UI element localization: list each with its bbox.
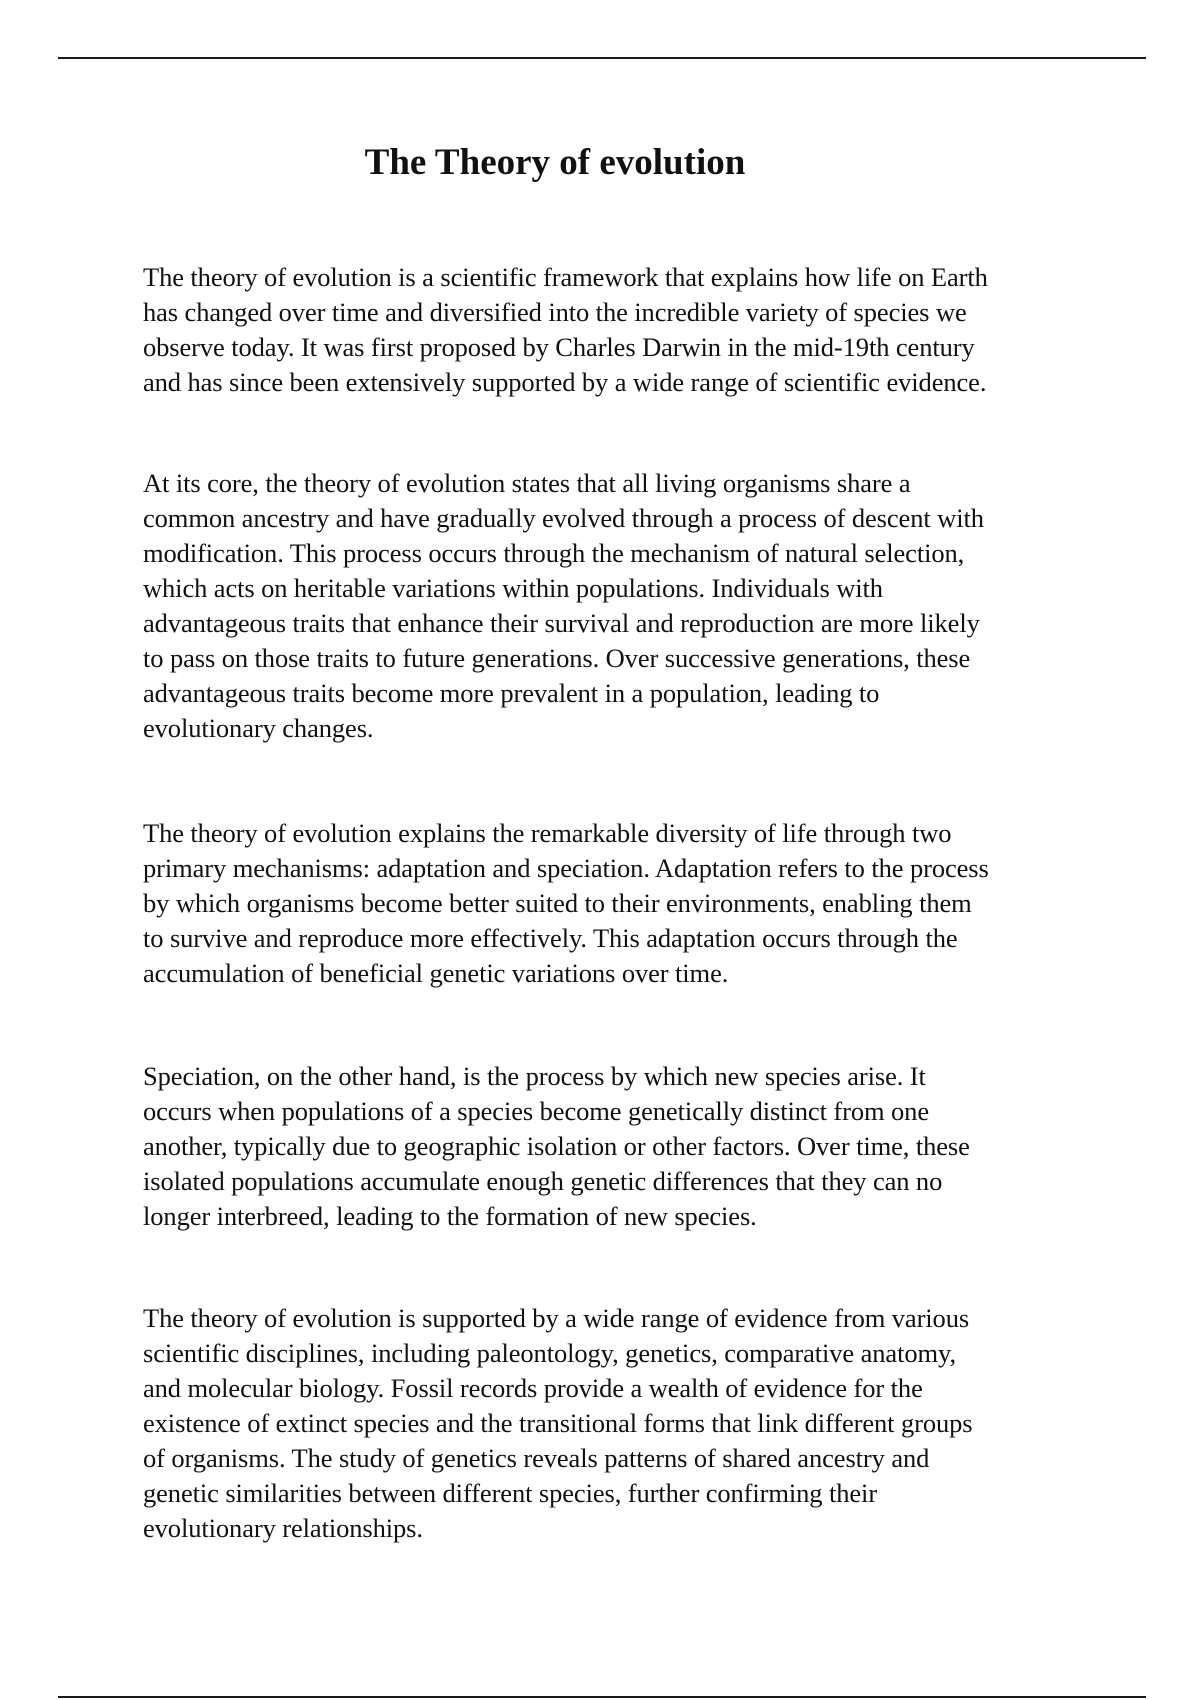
paragraph-2 (143, 466, 1073, 746)
paragraph-line: of organisms. The study of genetics reveals patterns of shared ancestry and (143, 1443, 930, 1473)
paragraph-line: The theory of evolution explains the remarkable diversity of life through two (143, 818, 952, 848)
paragraph-line: has changed over time and diversified into the incredible variety of species we (143, 297, 967, 327)
paragraph-line: genetic similarities between different species, further confirming their (143, 1478, 878, 1508)
document-title: The Theory of evolution (364, 142, 746, 183)
paragraph-line: modification. This process occurs through the mechanism of natural selection, (143, 538, 965, 568)
paragraph-line: The theory of evolution is supported by a wide range of evidence from various (143, 1303, 970, 1333)
paragraph-line: and has since been extensively supported by a wide range of scientific evidence. (143, 367, 987, 397)
paragraph-line: occurs when populations of a species become genetically distinct from one (143, 1096, 929, 1126)
paragraph-line: to survive and reproduce more effectively. This adaptation occurs through the (143, 923, 958, 953)
paragraph-line: At its core, the theory of evolution states that all living organisms share a (143, 468, 911, 498)
top-rule (58, 57, 1146, 59)
paragraph-line: The theory of evolution is a scientific framework that explains how life on Earth (143, 262, 988, 292)
paragraph-4 (143, 1059, 1073, 1234)
paragraph-line: isolated populations accumulate enough genetic differences that they can no (143, 1166, 943, 1196)
paragraph-3 (143, 816, 1073, 991)
paragraph-line: advantageous traits become more prevalent in a population, leading to (143, 678, 880, 708)
paragraph-line: observe today. It was first proposed by Charles Darwin in the mid-19th century (143, 332, 975, 362)
paragraph-1 (143, 260, 1073, 400)
paragraph-line: existence of extinct species and the transitional forms that link different groups (143, 1408, 973, 1438)
paragraph-line: common ancestry and have gradually evolved through a process of descent with (143, 503, 984, 533)
paragraph-line: advantageous traits that enhance their survival and reproduction are more likely (143, 608, 980, 638)
paragraph-line: another, typically due to geographic isolation or other factors. Over time, these (143, 1131, 970, 1161)
paragraph-line: Speciation, on the other hand, is the process by which new species arise. It (143, 1061, 926, 1091)
paragraph-line: and molecular biology. Fossil records provide a wealth of evidence for the (143, 1373, 923, 1403)
paragraph-5 (143, 1301, 1073, 1546)
paragraph-line: primary mechanisms: adaptation and speciation. Adaptation refers to the process (143, 853, 989, 883)
paragraph-line: evolutionary changes. (143, 713, 374, 743)
bottom-rule (58, 1696, 1146, 1698)
paragraph-line: which acts on heritable variations within populations. Individuals with (143, 573, 883, 603)
paragraph-line: scientific disciplines, including paleontology, genetics, comparative anatomy, (143, 1338, 956, 1368)
paragraph-line: by which organisms become better suited to their environments, enabling them (143, 888, 972, 918)
paragraph-line: to pass on those traits to future generations. Over successive generations, these (143, 643, 971, 673)
paragraph-line: evolutionary relationships. (143, 1513, 423, 1543)
paragraph-line: accumulation of beneficial genetic variations over time. (143, 958, 729, 988)
paragraph-line: longer interbreed, leading to the formation of new species. (143, 1201, 757, 1231)
